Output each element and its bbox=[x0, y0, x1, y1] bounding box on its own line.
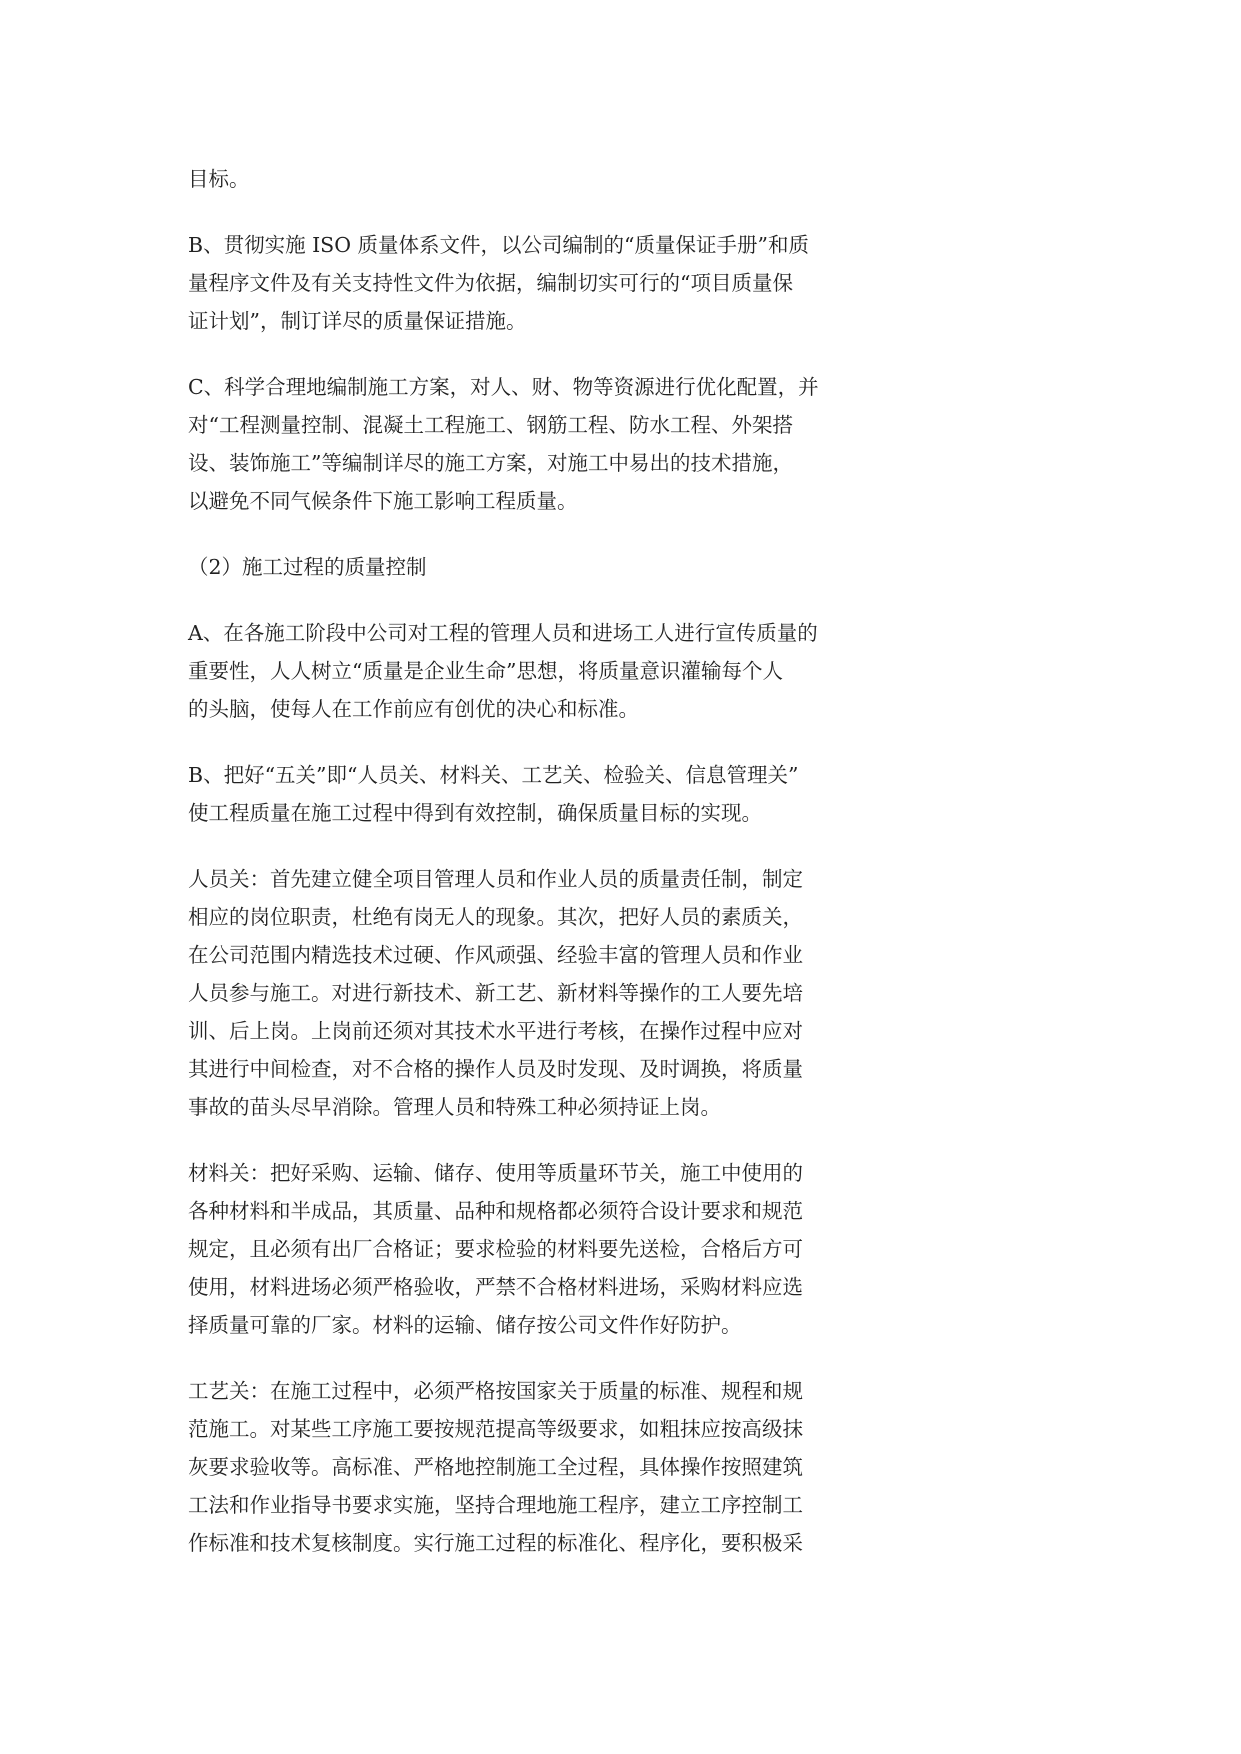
paragraph bbox=[188, 1372, 858, 1562]
text-line: 相应的岗位职责，杜绝有岗无人的现象。其次，把好人员的素质关， bbox=[188, 905, 803, 929]
text-line: 规定，且必须有出厂合格证；要求检验的材料要先送检，合格后方可 bbox=[188, 1237, 803, 1261]
paragraph bbox=[188, 368, 858, 520]
text-line: 事故的苗头尽早消除。管理人员和特殊工种必须持证上岗。 bbox=[188, 1095, 721, 1119]
text-line: 重要性，人人树立“质量是企业生命”思想，将质量意识灌输每个人 bbox=[188, 659, 783, 683]
text-line: 人员关：首先建立健全项目管理人员和作业人员的质量责任制，制定 bbox=[188, 867, 803, 891]
text-line: B、贯彻实施 ISO 质量体系文件，以公司编制的“质量保证手册”和质 bbox=[188, 233, 810, 257]
text-line: 目标。 bbox=[188, 167, 250, 191]
text-line: 范施工。对某些工序施工要按规范提高等级要求，如粗抹应按高级抹 bbox=[188, 1417, 803, 1441]
text-line: 证计划”，制订详尽的质量保证措施。 bbox=[188, 309, 527, 333]
text-line: 的头脑，使每人在工作前应有创优的决心和标准。 bbox=[188, 697, 639, 721]
text-line: 在公司范围内精选技术过硬、作风顽强、经验丰富的管理人员和作业 bbox=[188, 943, 803, 967]
paragraph bbox=[188, 1154, 858, 1344]
text-line: 使用，材料进场必须严格验收，严禁不合格材料进场，采购材料应选 bbox=[188, 1275, 803, 1299]
text-line: 量程序文件及有关支持性文件为依据，编制切实可行的“项目质量保 bbox=[188, 271, 793, 295]
text-line: 材料关：把好采购、运输、储存、使用等质量环节关，施工中使用的 bbox=[188, 1161, 803, 1185]
paragraph bbox=[188, 548, 858, 586]
text-line: B、把好“五关”即“人员关、材料关、工艺关、检验关、信息管理关” bbox=[188, 763, 799, 787]
text-line: 对“工程测量控制、混凝土工程施工、钢筋工程、防水工程、外架搭 bbox=[188, 413, 793, 437]
paragraph bbox=[188, 226, 858, 340]
text-line: 以避免不同气候条件下施工影响工程质量。 bbox=[188, 489, 578, 513]
text-line: 使工程质量在施工过程中得到有效控制，确保质量目标的实现。 bbox=[188, 801, 762, 825]
text-line: 各种材料和半成品，其质量、品种和规格都必须符合设计要求和规范 bbox=[188, 1199, 803, 1223]
paragraph bbox=[188, 160, 858, 198]
text-line: C、科学合理地编制施工方案，对人、财、物等资源进行优化配置，并 bbox=[188, 375, 819, 399]
text-line: 设、装饰施工”等编制详尽的施工方案，对施工中易出的技术措施， bbox=[188, 451, 793, 475]
text-line: 训、后上岗。上岗前还须对其技术水平进行考核，在操作过程中应对 bbox=[188, 1019, 803, 1043]
text-line: 工法和作业指导书要求实施，坚持合理地施工程序，建立工序控制工 bbox=[188, 1493, 803, 1517]
text-line: 灰要求验收等。高标准、严格地控制施工全过程，具体操作按照建筑 bbox=[188, 1455, 803, 1479]
text-line: 作标准和技术复核制度。实行施工过程的标准化、程序化，要积极采 bbox=[188, 1531, 803, 1555]
text-line: （2）施工过程的质量控制 bbox=[188, 555, 427, 579]
paragraph bbox=[188, 614, 858, 728]
text-line: 人员参与施工。对进行新技术、新工艺、新材料等操作的工人要先培 bbox=[188, 981, 803, 1005]
paragraph bbox=[188, 860, 858, 1126]
text-line: 择质量可靠的厂家。材料的运输、储存按公司文件作好防护。 bbox=[188, 1313, 742, 1337]
text-line: 工艺关：在施工过程中，必须严格按国家关于质量的标准、规程和规 bbox=[188, 1379, 803, 1403]
document-body bbox=[188, 160, 858, 1590]
text-line: A、在各施工阶段中公司对工程的管理人员和进场工人进行宣传质量的 bbox=[188, 621, 818, 645]
text-line: 其进行中间检查，对不合格的操作人员及时发现、及时调换，将质量 bbox=[188, 1057, 803, 1081]
paragraph bbox=[188, 756, 858, 832]
